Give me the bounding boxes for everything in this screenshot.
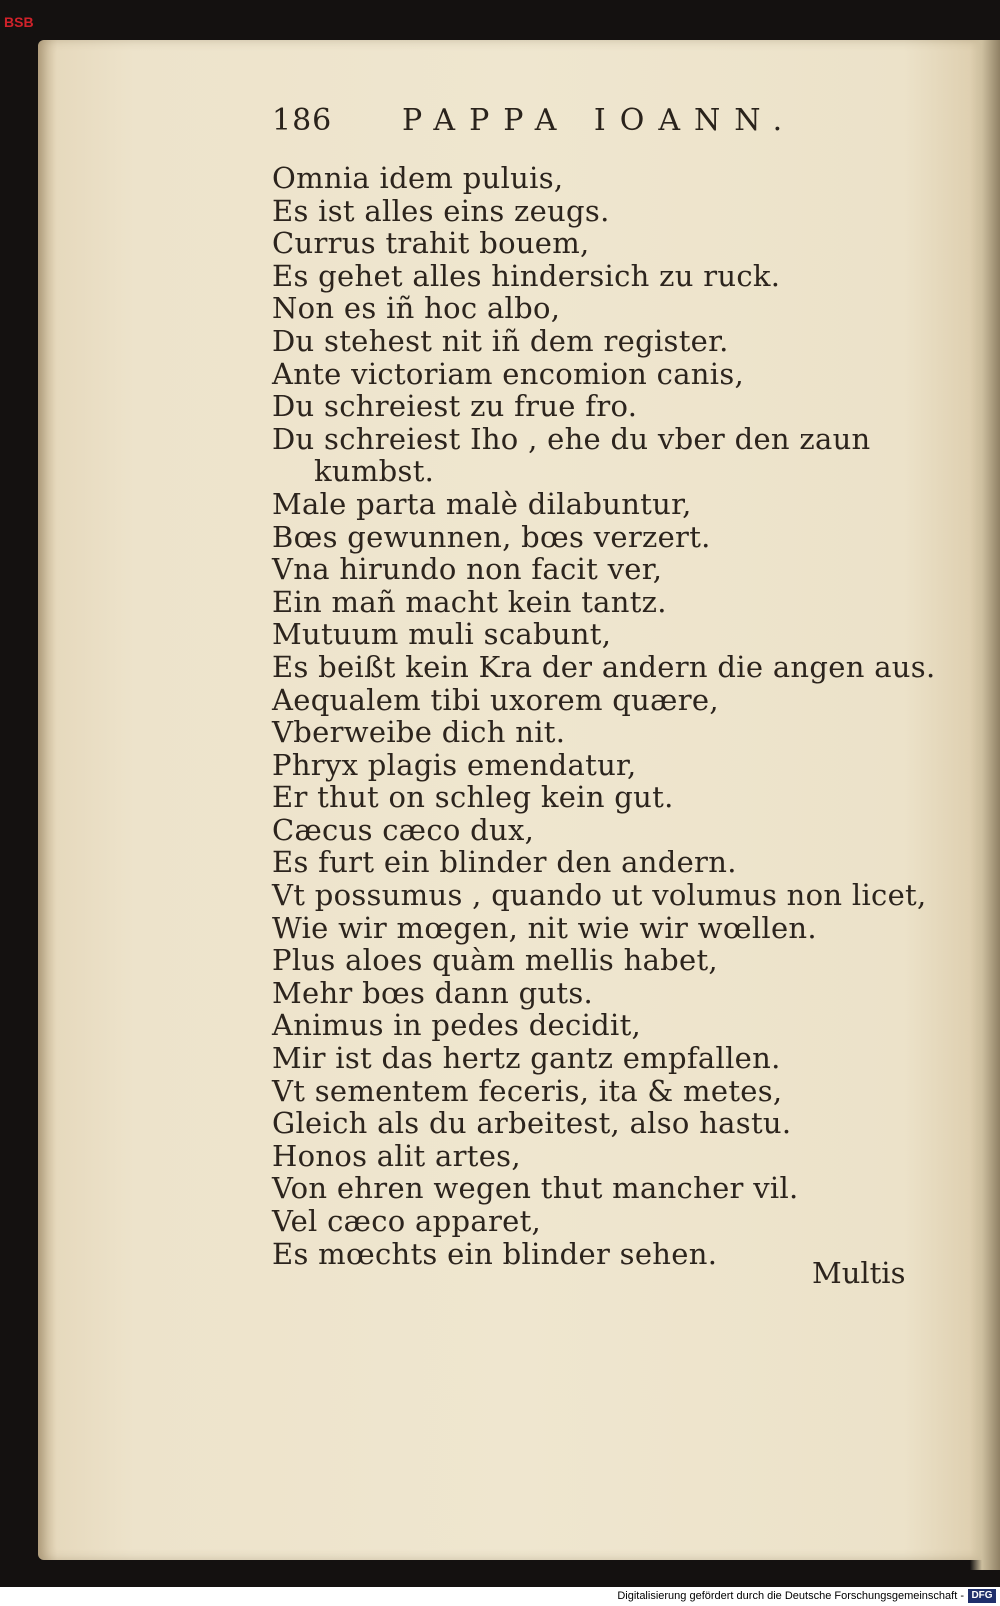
text-line: Male parta malè dilabuntur, — [272, 486, 692, 521]
text-line: Plus aloes quàm mellis habet, — [272, 943, 718, 978]
text-line: Du stehest nit iñ dem register. — [272, 323, 729, 358]
page-header — [272, 103, 832, 143]
text-line: Es gehet alles hindersich zu ruck. — [272, 258, 781, 293]
text-line: Vna hirundo non facit ver, — [272, 552, 663, 587]
text-line: Bœs gewunnen, bœs verzert. — [272, 519, 711, 554]
text-line: Non es iñ hoc albo, — [272, 291, 561, 326]
text-line: Phryx plagis emendatur, — [272, 747, 637, 782]
text-line: Du schreiest zu frue fro. — [272, 389, 638, 424]
text-line: Mutuum muli scabunt, — [272, 617, 612, 652]
text-line: Honos alit artes, — [272, 1138, 521, 1173]
text-line: Cæcus cæco dux, — [272, 812, 535, 847]
text-line-continuation: kumbst. — [314, 454, 435, 489]
page-edge-shadow — [970, 40, 1000, 1570]
text-line: Er thut on schleg kein gut. — [272, 780, 674, 815]
text-block — [272, 161, 936, 1271]
text-line: Es ist alles eins zeugs. — [272, 193, 610, 228]
text-line: Currus trahit bouem, — [272, 226, 590, 261]
running-title: PAPPA IOANN. — [402, 103, 797, 138]
text-line: Aequalem tibi uxorem quære, — [272, 682, 719, 717]
footer-bar — [0, 1587, 1000, 1606]
text-line: Ein mañ macht kein tantz. — [272, 584, 667, 619]
text-line: Vel cæco apparet, — [272, 1204, 542, 1238]
text-line: Vberweibe dich nit. — [272, 715, 566, 750]
text-line: Vt sementem feceris, ita & metes, — [272, 1073, 783, 1108]
text-line: Wie wir mœgen, nit wie wir wœllen. — [272, 910, 817, 945]
text-line: Omnia idem puluis, — [272, 161, 564, 195]
text-line: Vt possumus , quando ut volumus non licet, — [272, 878, 927, 913]
text-line: Von ehren wegen thut mancher vil. — [272, 1171, 799, 1206]
text-line: Es beißt kein Kra der andern die angen aus. — [272, 649, 936, 684]
dfg-logo: DFG — [968, 1589, 996, 1603]
page-number: 186 — [272, 103, 333, 138]
text-line: Es mœchts ein blinder sehen. — [272, 1236, 718, 1271]
text-line: Animus in pedes decidit, — [272, 1008, 642, 1043]
footer-credit: Digitalisierung gefördert durch die Deutsche Forschungsgemeinschaft - — [617, 1590, 964, 1602]
text-line: Du schreiest Iho , ehe du vber den zaun — [272, 421, 871, 456]
text-line: Mir ist das hertz gantz empfallen. — [272, 1041, 781, 1076]
bsb-logo: BSB — [4, 14, 34, 30]
text-line: Gleich als du arbeitest, also hastu. — [272, 1106, 792, 1141]
catchword: Multis — [812, 1256, 906, 1290]
text-line: Ante victoriam encomion canis, — [272, 356, 745, 391]
text-line: Mehr bœs dann guts. — [272, 975, 594, 1010]
text-line: Es furt ein blinder den andern. — [272, 845, 737, 880]
